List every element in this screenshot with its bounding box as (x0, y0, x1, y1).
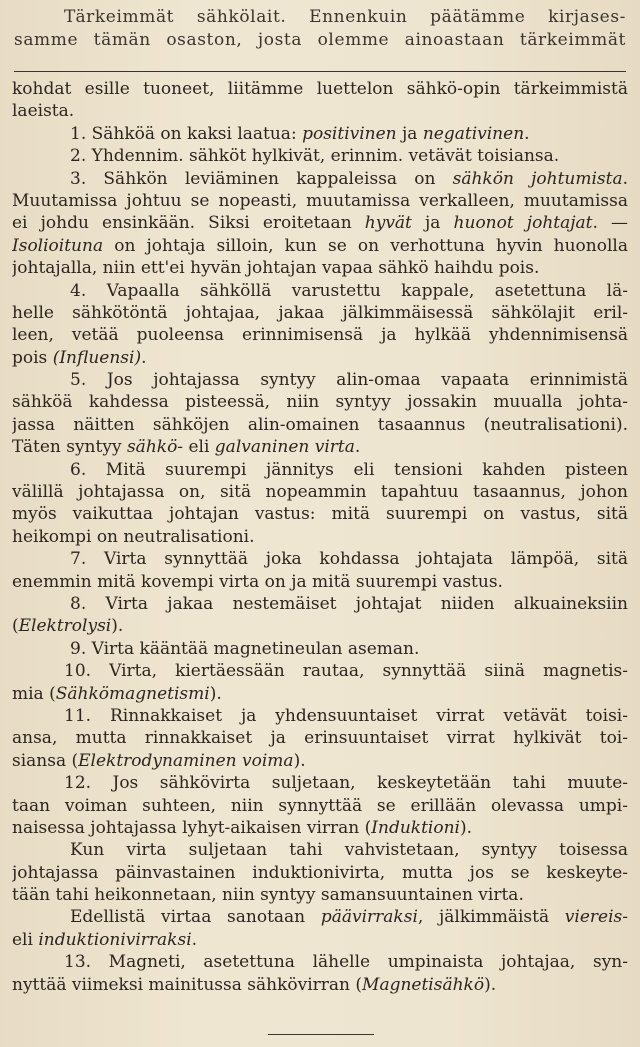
text-line (12, 257, 628, 279)
italic-term: sähkö- (126, 437, 184, 458)
italic-term: viereis- (564, 907, 628, 928)
text-line (12, 436, 628, 458)
text-run: 4. Vapaalla sähköllä varustettu kappale, asetettuna lä- (70, 280, 628, 301)
italic-term: sähkön johtumista (452, 168, 623, 189)
text-run: . (191, 929, 198, 950)
text-run: 11. Rinnakkaiset ja yhdensuuntaiset virrat vetävät toisi- (64, 705, 628, 726)
text-run: 12. Jos sähkövirta suljetaan, keskeytetään tahi muute- (64, 773, 628, 794)
text-run: ). (484, 974, 497, 995)
italic-term: induktionivirraksi (38, 929, 192, 950)
text-line (12, 727, 628, 749)
text-run: jassa näitten sähköjen alin-omainen tasaannus (neutralisationi). (12, 414, 628, 435)
text-run: ja (396, 123, 423, 144)
text-line (12, 503, 628, 525)
text-line (12, 324, 628, 346)
italic-term: Sähkömagnetismi (55, 683, 210, 704)
italic-term: negativinen (422, 123, 525, 144)
text-run: 10. Virta, kiertäessään rautaa, synnyttää siinä magnetis- (64, 661, 628, 682)
text-run: ). (459, 817, 473, 838)
italic-term: Magnetisähkö (362, 974, 485, 995)
text-run: välillä johtajassa on, sitä nopeammin tapahtuu tasaannus, johon (12, 482, 628, 503)
text-run: kohdat esille tuoneet, liitämme luettelon sähkö-opin tärkeimmistä (12, 79, 628, 99)
text-run: pois (12, 347, 53, 368)
text-line (12, 78, 628, 100)
text-run: on johtaja silloin, kun se on verhottuna hyvin huonolla (103, 235, 628, 256)
text-line (12, 750, 628, 772)
text-line (12, 235, 628, 257)
text-run: 13. Magneti, asetettuna lähelle umpinaista johtajaa, syn- (64, 952, 628, 973)
text-run: . (141, 347, 147, 368)
text-line (12, 145, 628, 167)
italic-term: (Influensi) (52, 347, 142, 368)
text-line (12, 638, 628, 660)
text-line (12, 795, 628, 817)
text-line (12, 212, 628, 234)
italic-term: Elektrodynaminen voima (78, 750, 294, 771)
text-line (12, 548, 628, 570)
text-run: Täten syntyy (12, 437, 127, 458)
text-run: ). (209, 683, 222, 704)
text-run: myös vaikuttaa johtajan vastus: mitä suurempi on vastus, sitä (12, 504, 628, 525)
text-run: 5. Jos johtajassa syntyy alin-omaa vapaata erinnimistä (70, 370, 628, 391)
text-line (12, 280, 628, 302)
text-run: ). (111, 616, 124, 637)
text-run: mia ( (12, 683, 56, 704)
text-run: 3. Sähkön leviäminen kappaleissa on (70, 168, 453, 189)
text-line (12, 123, 628, 145)
text-run: Kun virta suljetaan tahi vahvistetaan, syntyy toisessa (70, 840, 628, 861)
italic-term: päävirraksi (320, 907, 418, 928)
text-run: ansa, mutta rinnakkaiset ja erinsuuntaiset virrat hylkivät toi- (12, 728, 628, 749)
italic-term: positivinen (302, 123, 397, 144)
header-line-1: Tärkeimmät sähkölait. Ennenkuin päätämme kirjases- (64, 7, 626, 27)
text-line (12, 683, 628, 705)
italic-term: Isolioituna (12, 235, 104, 256)
text-run: johtajassa päinvastainen induktionivirta, mutta jos se keskeyte- (12, 862, 628, 883)
italic-term: hyvät (364, 213, 412, 234)
text-line (12, 526, 628, 548)
page-header-text (0, 6, 640, 52)
body-text (0, 78, 640, 996)
text-run: nyttää viimeksi mainitussa sähkövirran ( (12, 974, 363, 995)
text-run: 8. Virta jakaa nestemäiset johtajat niiden alkuaineksiin (70, 593, 628, 614)
text-line (12, 593, 628, 615)
text-run: eli (183, 437, 215, 458)
italic-term: galvaninen virta (214, 437, 355, 458)
text-run: . (524, 123, 530, 144)
section-end-rule (268, 1034, 374, 1035)
text-line (12, 817, 628, 839)
text-run: . — (592, 213, 628, 234)
text-line (12, 100, 628, 122)
text-run: taan voiman suhteen, niin synnyttää se erillään olevassa umpi- (12, 795, 628, 816)
header-line-2: samme tämän osaston, josta olemme ainoastaan tärkeimmät (14, 30, 626, 50)
text-line (12, 571, 628, 593)
text-run: heikompi on neutralisationi. (12, 526, 255, 547)
text-run: laeista. (12, 101, 75, 122)
text-run: Edellistä virtaa sanotaan (70, 907, 321, 928)
text-line (12, 884, 628, 906)
text-line (12, 391, 628, 413)
text-run: enemmin mitä kovempi virta on ja mitä suurempi vastus. (12, 571, 503, 592)
text-line (12, 906, 628, 928)
text-run: tään tahi heikonnetaan, niin syntyy samansuuntainen virta. (12, 885, 524, 906)
text-line (12, 862, 628, 884)
text-run: sähköä kahdessa pisteessä, niin syntyy jossakin muualla johta- (12, 392, 628, 413)
text-run: 7. Virta synnyttää joka kohdassa johtajata lämpöä, sitä (70, 549, 628, 570)
text-run: leen, vetää puoleensa erinnimisensä ja hylkää yhdennimisensä (12, 325, 628, 346)
text-line (12, 459, 628, 481)
text-run: Muutamissa johtuu se nopeasti, muutamissa verkalleen, muutamissa (12, 190, 628, 211)
text-line (12, 772, 628, 794)
italic-term: Elektrolysi (18, 616, 112, 637)
text-line (12, 839, 628, 861)
italic-term: Induktioni (371, 817, 460, 838)
text-line (12, 190, 628, 212)
text-run: 6. Mitä suurempi jännitys eli tensioni kahden pisteen (70, 459, 628, 480)
text-line (12, 660, 628, 682)
text-run: naisessa johtajassa lyhyt-aikaisen virran ( (12, 817, 372, 838)
text-run: eli (12, 929, 39, 950)
italic-term: huonot johtajat (453, 213, 593, 234)
text-line (12, 347, 628, 369)
text-run: ei johdu ensinkään. Siksi eroitetaan (12, 213, 365, 234)
text-line (12, 615, 628, 637)
text-run: 2. Yhdennim. sähköt hylkivät, erinnim. vetävät toisiansa. (70, 146, 560, 167)
text-line (12, 951, 628, 973)
text-line (12, 929, 628, 951)
text-run: 1. Sähköä on kaksi laatua: (70, 123, 303, 144)
text-run: helle sähkötöntä johtajaa, jakaa jälkimmäisessä sähkölajit eril- (12, 302, 628, 323)
text-run: 9. Virta kääntää magnetineulan aseman. (70, 638, 420, 659)
text-line (12, 414, 628, 436)
text-run: ja (411, 213, 454, 234)
text-line (12, 168, 628, 190)
text-run: . (622, 168, 628, 189)
text-run: . (354, 437, 361, 458)
text-line (12, 481, 628, 503)
header-rule (14, 71, 626, 72)
text-line (12, 974, 628, 996)
text-run: ). (293, 750, 306, 771)
text-run: johtajalla, niin ett'ei hyvän johtajan vapaa sähkö haihdu pois. (12, 258, 540, 279)
text-line (12, 302, 628, 324)
text-run: , jälkimmäistä (417, 907, 565, 928)
text-run: siansa ( (12, 750, 79, 771)
text-line (12, 369, 628, 391)
text-line (12, 705, 628, 727)
text-run: ( (12, 616, 19, 637)
